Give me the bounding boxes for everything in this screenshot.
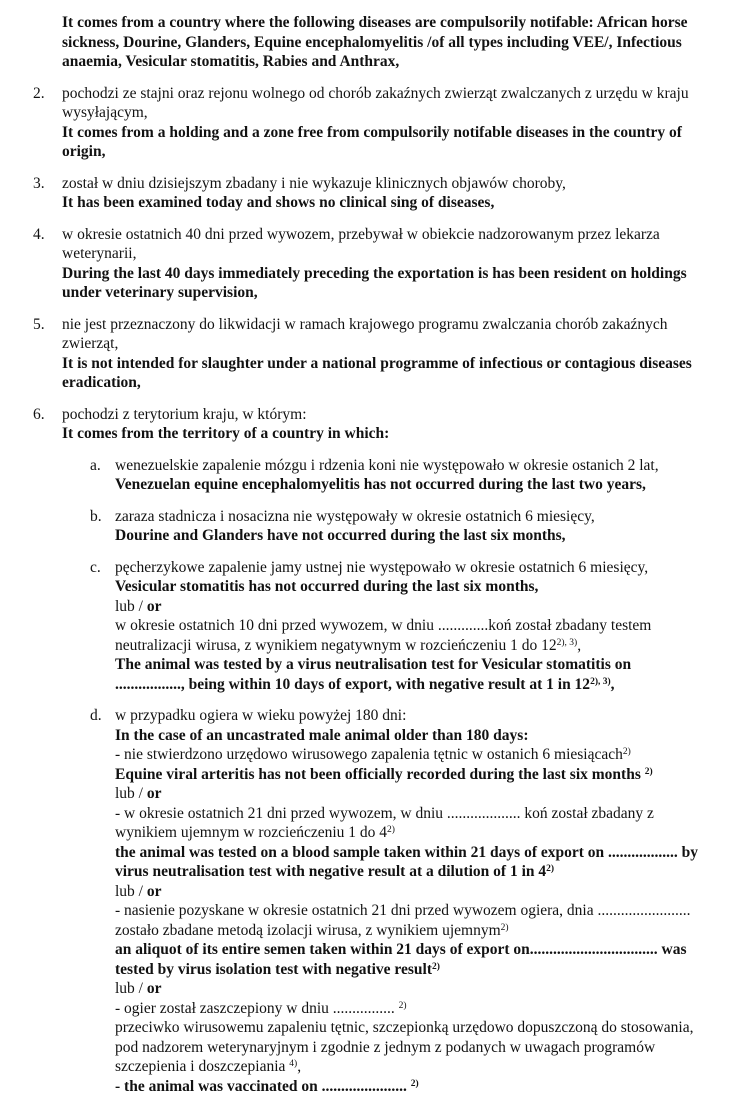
text-run: Vesicular stomatitis has not occurred during the last six months, [115,578,539,595]
text-run: , [610,675,615,693]
text-run: w okresie ostatnich 10 dni przed wywozem, w dniu .............koń został zbadany testem [115,617,652,634]
text-run: nie jest przeznaczony do likwidacji w ramach krajowego programu zwalczania chorób zakaźnych [62,315,668,333]
text-line [115,979,726,999]
text-run: został w dniu dzisiejszym zbadany i nie wykazuje klinicznych objawów choroby, [62,174,566,192]
text-run: It comes from a holding and a zone free from compulsorily notifable diseases in the country of [62,123,682,141]
text-line [62,264,726,284]
text-line [115,475,726,495]
text-line [115,862,726,882]
text-line [115,784,726,804]
text-line [115,843,726,863]
item-6 [33,405,726,444]
text-run: zwierząt, [62,335,119,352]
text-line [62,33,726,53]
text-run: an aliquot of its entire semen taken within 21 days of export on................................. was [115,941,687,958]
text-line [115,456,726,476]
text-run: pochodzi z terytorium kraju, w którym: [62,405,307,423]
text-line [62,334,726,354]
text-run: lub / [115,882,147,900]
text-run: It comes from a country where the following diseases are compulsorily notifable: African horse [62,14,688,31]
item-6b-marker: b. [90,507,102,525]
text-line [115,999,726,1019]
text-line [62,405,726,425]
text-run: - nasienie pozyskane w okresie ostatnich 21 dni przed wywozem ogiera, dnia ........................ [115,902,691,919]
footnote-reference: 2), 3) [556,637,578,648]
text-run: It is not intended for slaughter under a national programme of infectious or contagious diseases [62,354,692,372]
text-line [62,283,726,303]
text-run: - w okresie ostatnich 21 dni przed wywozem, w dniu ................... koń został zbadany z [115,804,654,822]
item-1-continuation [62,13,726,72]
text-run: Equine viral arteritis has not been officially recorded during the last six months [115,765,645,783]
text-run: In the case of an uncastrated male animal older than 180 days: [115,726,529,744]
text-run: lub / [115,785,147,802]
text-line [115,823,726,843]
text-run: zaraza stadnicza i nosacizna nie występowały w okresie ostatnich 6 miesięcy, [115,507,595,525]
text-run: neutralizacji wirusa, z wynikiem negatywnym w rozcieńczeniu 1 do 12 [115,636,557,654]
text-line [115,507,726,527]
text-line [62,354,726,374]
text-line [62,142,726,162]
text-line [115,636,726,656]
text-run: the animal was tested on a blood sample taken within 21 days of export on .................. by [115,843,699,861]
footnote-reference: 2) [622,747,631,757]
text-line [115,1057,726,1077]
text-run: lub / [115,980,147,997]
text-run: It has been examined today and shows no clinical sing of diseases, [62,194,495,211]
text-line [115,726,726,746]
text-run: origin, [62,143,106,160]
text-run: szczepienia i doszczepiania [115,1058,290,1075]
text-line [115,882,726,902]
text-run: eradication, [62,374,141,391]
text-run: wenezuelskie zapalenie mózgu i rdzenia koni nie występowało w okresie ostanich 2 lat, [115,456,659,474]
footnote-reference: 2) [398,1000,407,1011]
text-run: - the animal was vaccinated on ...................... [115,1077,411,1095]
text-line [115,616,726,636]
item-6a-marker: a. [90,456,101,474]
footnote-reference: 4) [289,1059,298,1069]
item-3-marker: 3. [33,174,45,192]
text-line [115,765,726,785]
item-5 [33,315,726,393]
item-6c-marker: c. [90,558,101,576]
item-4-marker: 4. [33,225,45,243]
text-line [62,13,726,33]
text-line [115,1077,726,1097]
text-line [115,804,726,824]
text-line [115,940,726,960]
item-6c [90,558,726,695]
item-2-marker: 2. [33,84,45,102]
text-run: - ogier został zaszczepiony w dniu ................ [115,999,399,1017]
text-line [115,1018,726,1038]
text-run: pod nadzorem weterynaryjnym i zgodnie z jednym z podanych w uwagach programów [115,1038,656,1056]
text-line [115,597,726,617]
text-line [62,84,726,104]
text-run: virus neutralisation test with negative result at a dilution of 1 in 4 [115,863,547,880]
text-run: or [146,980,162,997]
text-run: or [146,597,162,615]
footnote-reference: 2) [432,961,440,972]
text-run: pęcherzykowe zapalenie jamy ustnej nie występowało w okresie ostatnich 6 miesięcy, [115,558,649,576]
text-line [115,558,726,578]
item-5-marker: 5. [33,315,45,333]
text-run: w okresie ostatnich 40 dni przed wywozem, przebywał w obiekcie nadzorowanym przez lekarza [62,225,660,243]
text-run: or [146,882,162,900]
text-line [115,526,726,546]
text-line [62,244,726,264]
text-run: Venezuelan equine encephalomyelitis has not occurred during the last two years, [115,476,646,493]
text-run: , [577,636,582,654]
text-line [62,52,726,72]
text-run: During the last 40 days immediately preceding the exportation is has been resident on holdings [62,264,687,282]
text-run: - nie stwierdzono urzędowo wirusowego zapalenia tętnic w ostanich 6 miesiącach [115,746,623,763]
text-line [115,960,726,980]
text-run: weterynarii, [62,245,137,262]
text-run: ................., being within 10 days of export, with negative result at 1 in 12 [115,675,591,693]
text-line [115,577,726,597]
text-line [62,193,726,213]
text-run: It comes from the territory of a country in which: [62,425,390,442]
text-run: pochodzi ze stajni oraz rejonu wolnego od chorób zakaźnych zwierząt zwalczanych z urzędu w kraju [62,84,689,102]
item-6-marker: 6. [33,405,45,423]
text-run: zostało zbadane metodą izolacji wirusa, z wynikiem ujemnym [115,921,501,939]
item-6d [90,706,726,1096]
text-run: w przypadku ogiera w wieku powyżej 180 dni: [115,707,407,724]
text-line [115,745,726,765]
text-line [115,706,726,726]
footnote-reference: 2) [500,922,509,933]
footnote-reference: 2) [387,825,395,835]
text-run: , [297,1058,302,1075]
text-line [115,655,726,675]
text-line [62,174,726,194]
text-run: lub / [115,597,147,615]
text-run: sickness, Dourine, Glanders, Equine encephalomyelitis /of all types including VEE/, Infectious [62,33,682,51]
footnote-reference: 2) [644,766,653,777]
text-run: przeciwko wirusowemu zapaleniu tętnic, szczepionką urzędowo dopuszczoną do stosowania, [115,1019,694,1036]
text-run: wynikiem ujemnym w rozcieńczeniu 1 do 4 [115,824,388,841]
text-line [115,921,726,941]
text-run: wysyłającym, [62,104,148,121]
text-line [62,225,726,245]
text-line [115,675,726,695]
text-run: Dourine and Glanders have not occurred during the last six months, [115,527,566,544]
text-line [62,103,726,123]
text-line [62,373,726,393]
text-run: or [146,785,162,802]
item-2 [33,84,726,162]
item-4 [33,225,726,303]
text-run: anaemia, Vesicular stomatitis, Rabies and Anthrax, [62,53,400,70]
footnote-reference: 2), 3) [590,676,611,687]
text-run: tested by virus isolation test with negative result [115,960,433,978]
text-line [115,1038,726,1058]
text-run: under veterinary supervision, [62,284,258,301]
item-6b [90,507,726,546]
item-6a [90,456,726,495]
item-3 [33,174,726,213]
text-line [62,123,726,143]
footnote-reference: 2) [546,864,555,874]
footnote-reference: 2) [410,1078,419,1089]
text-run: The animal was tested by a virus neutralisation test for Vesicular stomatitis on [115,656,632,673]
text-line [115,901,726,921]
text-line [62,315,726,335]
item-6d-marker: d. [90,707,102,724]
text-line [62,424,726,444]
